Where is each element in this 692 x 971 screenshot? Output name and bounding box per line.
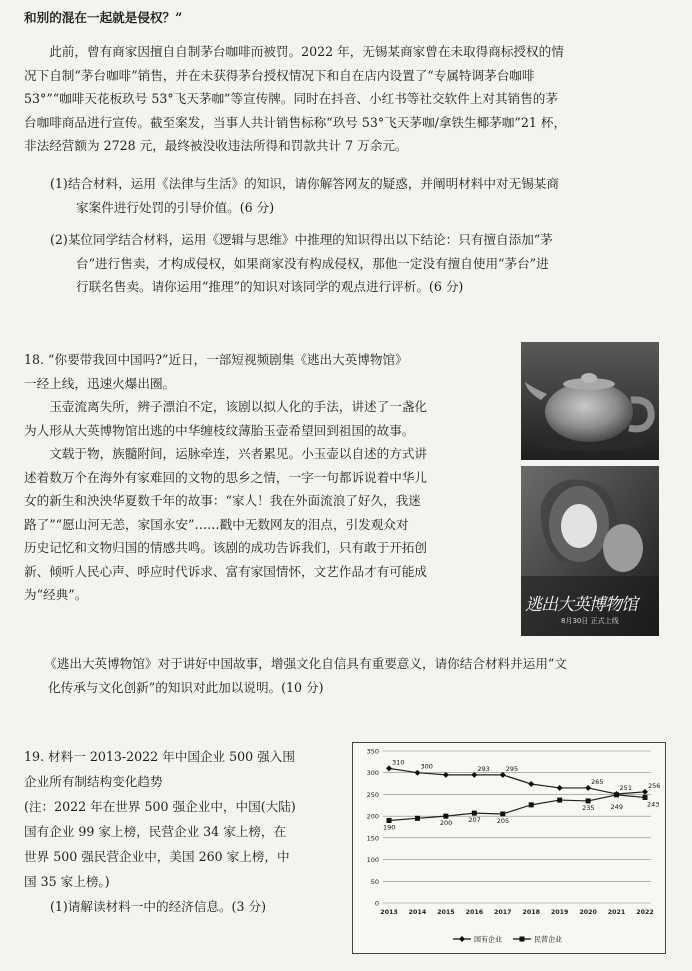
x-tick-label: 2017 (494, 909, 512, 916)
question-19-text (24, 744, 342, 919)
question-18-prompt (24, 652, 664, 699)
drama-poster (521, 466, 659, 636)
x-tick-label: 2013 (380, 909, 398, 916)
data-point-state (528, 781, 534, 787)
x-tick-label: 2015 (437, 909, 455, 916)
q18-line-3: 玉壶流离失所，辨子漂泊不定，该剧以拟人化的手法，讲述了一盏化 (49, 399, 427, 414)
q2-line-1: (2)某位同学结合材料，运用《逻辑与思维》中推理的知识得出以下结论：只有擅自添加“茅 (50, 232, 553, 247)
q19-line-4: 国有企业 99 家上榜，民营企业 34 家上榜，在 (24, 824, 287, 839)
data-label-state: 293 (477, 764, 490, 773)
q18-line-7: 女的新生和泱泱华夏数千年的故事：“家人！我在外面流浪了好久，我迷 (24, 493, 421, 508)
top-line0: 和别的混在一起就是侵权？” (24, 10, 183, 25)
data-point-private (557, 798, 562, 803)
legend-label-state: 国有企业 (474, 935, 502, 944)
ownership-line-chart (353, 743, 665, 953)
q2-line-3: 行联名售卖。请你运用“推理”的知识对该同学的观点进行评析。(6 分) (76, 279, 464, 294)
data-point-private (500, 811, 505, 816)
data-label-private: 190 (383, 823, 396, 832)
data-label-private: 235 (582, 803, 595, 812)
q18-line-10: 新、倾听人民心声、呼应时代诉求、富有家国情怀，文艺作品才有可能成 (24, 563, 427, 579)
q18-prompt-line-2: 化传承与文化创新”的知识对此加以说明。(10 分) (48, 679, 324, 695)
q1-line-1: (1)结合材料，运用《法律与生活》的知识，请你解答网友的疑惑，并阐明材料中对无锡某商 (50, 176, 559, 191)
data-label-state: 251 (619, 783, 632, 792)
data-label-private: 243 (647, 800, 660, 809)
x-tick-label: 2020 (579, 909, 597, 916)
data-point-private (529, 802, 534, 807)
poster-subtitle: 8月30日 正式上线 (561, 617, 619, 625)
material-line-4: 台咖啡商品进行宣传。截至案发，当事人共计销售标称“玖号 53°飞天茅咖/拿铁生椰茅咖”21 杯， (24, 114, 567, 130)
x-tick-label: 2022 (636, 909, 654, 916)
material-line-1: 此前，曾有商家因擅自自制茅台咖啡而被罚。2022 年，无锡某商家曾在未取得商标授权的情 (49, 44, 564, 59)
data-label-private: 207 (468, 816, 481, 825)
data-label-private: 249 (610, 802, 623, 811)
q18-prompt-line-1: 《逃出大英博物馆》对于讲好中国故事，增强文化自信具有重要意义，请你结合材料并运用“文 (44, 656, 567, 671)
data-point-private (614, 792, 619, 797)
q19-line-1: 19. 材料一 2013-2022 年中国企业 500 强入围 (24, 749, 295, 764)
teapot-photo (521, 342, 659, 460)
y-tick-label: 100 (366, 856, 379, 865)
q19-line-3: (注：2022 年在世界 500 强企业中，中国(大陆) (24, 799, 296, 814)
x-tick-label: 2019 (550, 909, 569, 916)
y-tick-label: 0 (374, 899, 379, 908)
top-passage (24, 6, 662, 30)
data-label-state: 310 (392, 758, 405, 767)
data-point-private (472, 811, 477, 816)
top-material-paragraph (24, 40, 664, 158)
question-17-2 (50, 228, 664, 299)
q18-line-8: 路了”“愿山河无恙，家国永安”……戳中无数网友的泪点，引发观众对 (24, 516, 409, 532)
y-tick-label: 300 (366, 769, 379, 778)
y-tick-label: 150 (366, 834, 379, 843)
data-point-private (586, 798, 591, 803)
legend-marker-private (520, 937, 525, 942)
data-label-private: 205 (496, 816, 510, 825)
data-point-state (557, 785, 563, 791)
q19-line-2: 企业所有制结构变化趋势 (24, 774, 163, 789)
data-point-private (415, 816, 420, 821)
data-point-private (643, 795, 648, 800)
data-label-state: 295 (505, 764, 519, 773)
chart-frame (352, 742, 666, 954)
x-tick-label: 2018 (522, 909, 540, 916)
legend-marker-state (459, 936, 465, 942)
data-label-state: 300 (420, 762, 433, 771)
q18-line-4: 为人形从大英博物馆出逃的中华缠枝纹薄胎玉壶希望回到祖国的故事。 (24, 422, 415, 438)
x-tick-label: 2016 (465, 909, 484, 916)
y-tick-label: 50 (370, 877, 379, 886)
q18-line-2: 一经上线，迅速火爆出圈。 (24, 375, 176, 391)
q2-line-2: 台”进行售卖，才构成侵权，如果商家没有构成侵权，那他一定没有擅自使用“茅台”进 (76, 255, 549, 271)
series-line-private (389, 795, 645, 821)
y-tick-label: 250 (366, 790, 379, 799)
material-line-2: 况下自制“茅台咖啡”销售，并在未获得茅台授权情况下和自在店内设置了“专属特调茅台咖啡 (24, 67, 535, 83)
data-label-state: 256 (648, 781, 661, 790)
question-17-1 (50, 172, 664, 219)
data-point-private (443, 814, 448, 819)
teapot-illustration (521, 342, 659, 460)
data-label-state: 265 (591, 777, 604, 786)
q19-line-7: (1)请解读材料一中的经济信息。(3 分) (50, 899, 266, 914)
q19-line-5: 世界 500 强民营企业中，美国 260 家上榜，中 (24, 849, 290, 864)
data-label-private: 200 (439, 819, 453, 828)
poster-title: 逃出大英博物馆 (525, 595, 637, 615)
q18-line-5: 文载于物，族髓附间，运脉牵连，兴者累见。小玉壶以自述的方式讲 (49, 446, 427, 461)
q1-line-2: 家案件进行处罚的引导价值。(6 分) (76, 199, 275, 215)
q18-line-11: 为“经典”。 (24, 587, 88, 602)
data-point-private (387, 818, 392, 823)
x-tick-label: 2021 (607, 909, 626, 916)
question-18-text (24, 348, 516, 607)
x-tick-label: 2014 (408, 909, 427, 916)
q18-line-9: 历史记忆和文物归国的情感共鸣。该剧的成功告诉我们，只有敢于开拓创 (24, 540, 427, 555)
q19-line-6: 国 35 家上榜。) (24, 874, 110, 889)
material-line-3: 53°”“咖啡天花板玖号 53°飞天茅咖”等宣传牌。同时在抖音、小红书等社交软件上对其销售的茅 (24, 91, 558, 106)
material-line-5: 非法经营额为 2728 元，最终被没收违法所得和罚款共计 7 万余元。 (24, 138, 408, 153)
y-tick-label: 350 (366, 747, 379, 756)
legend-label-private: 民营企业 (534, 935, 562, 944)
y-tick-label: 200 (366, 812, 379, 821)
q18-line-6: 述着数万个在海外有家难回的文物的思乡之情，一字一句都诉说着中华儿 (24, 469, 427, 485)
q18-line-1: 18. “你要带我回中国吗?”近日，一部短视频剧集《逃出大英博物馆》 (24, 352, 408, 367)
